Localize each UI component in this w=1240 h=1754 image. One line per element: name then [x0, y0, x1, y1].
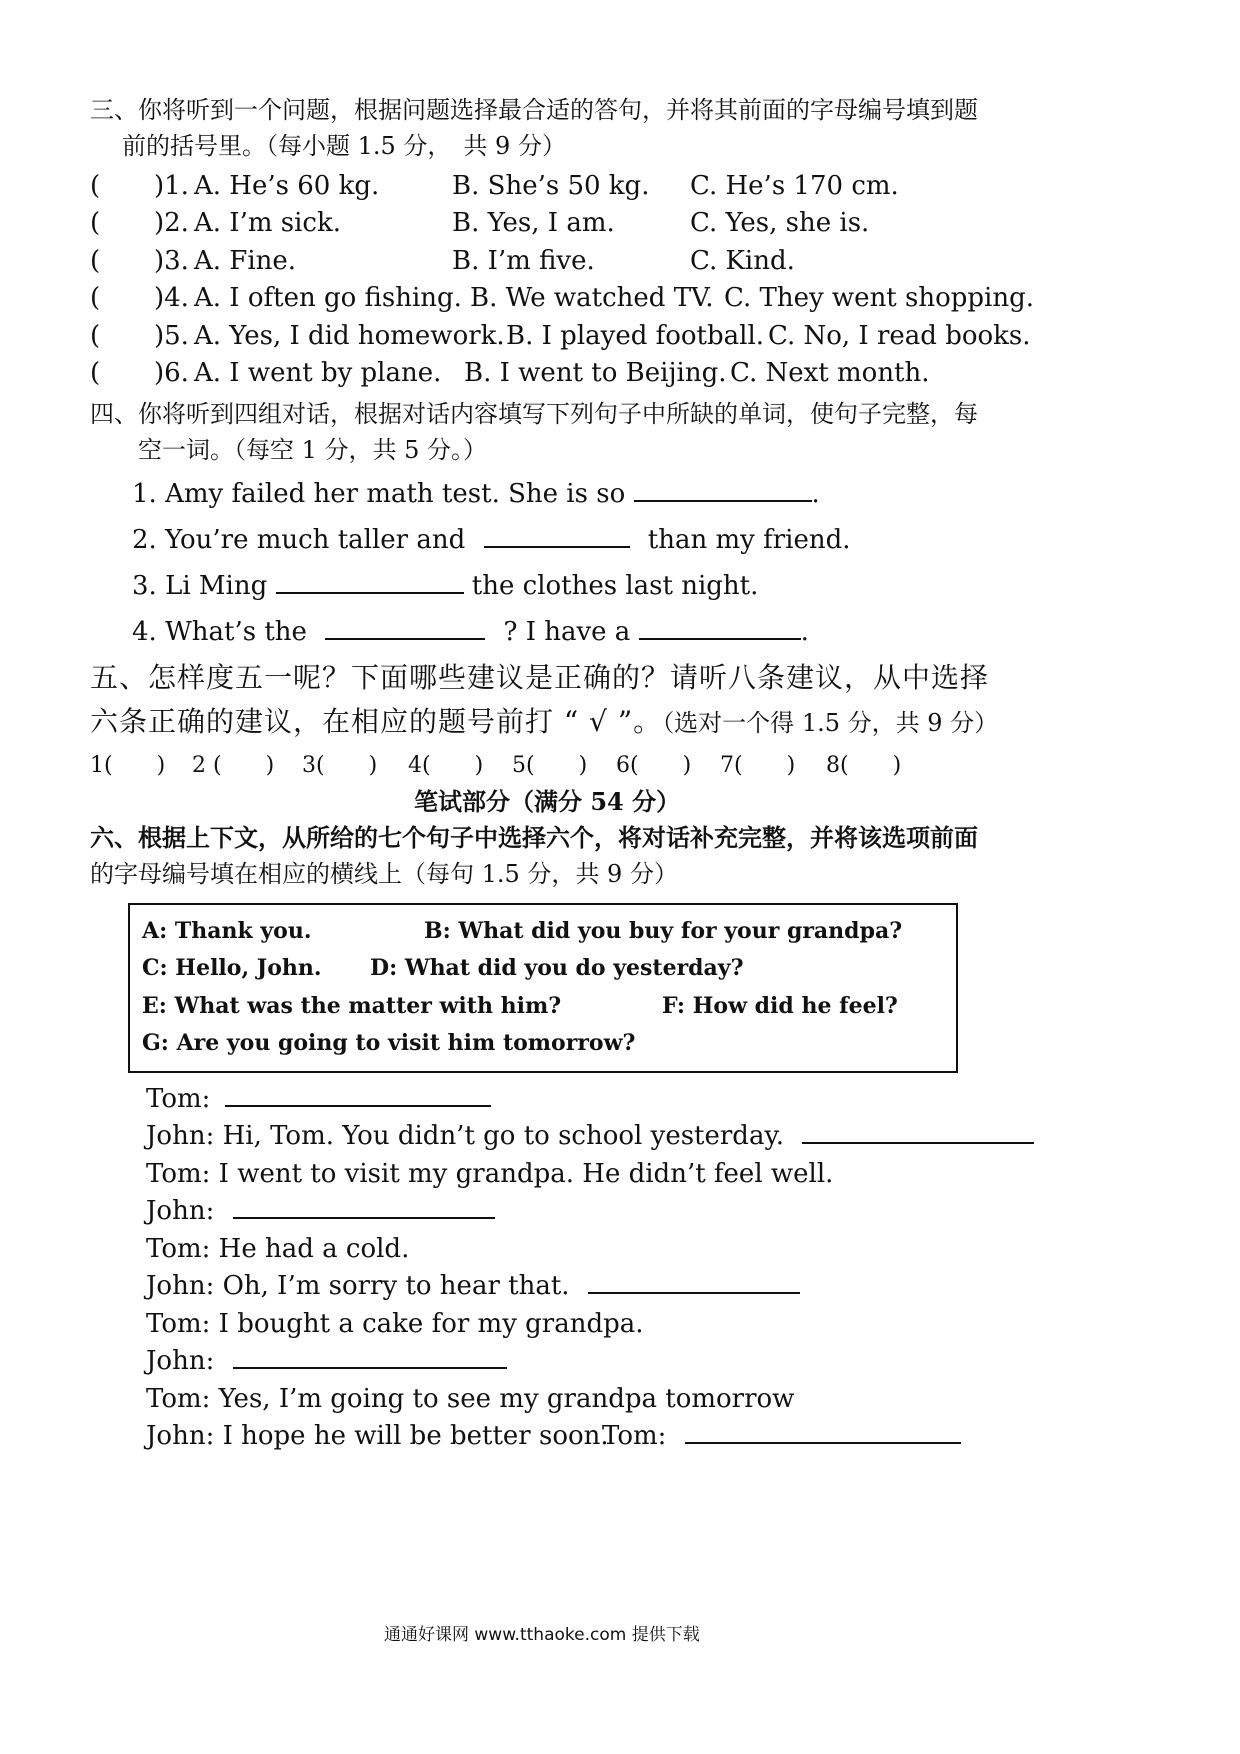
sentence-text: than my friend.: [647, 525, 851, 555]
section3-heading-line2: 前的括号里。（每小题 1.5 分， 共 9 分）: [122, 132, 566, 160]
fill-sentence-1: [132, 478, 820, 510]
dialogue-blank[interactable]: [685, 1420, 961, 1444]
dialogue-blank[interactable]: [225, 1083, 491, 1107]
option-c: C. Next month.: [730, 358, 930, 388]
dialogue-line: [146, 1308, 644, 1340]
fill-blank[interactable]: [325, 616, 485, 640]
answer-bracket[interactable]: (: [90, 283, 101, 313]
option-c: C. They went shopping.: [724, 283, 1035, 313]
section4-heading-line2: 空一词。（每空 1 分，共 5 分。）: [138, 436, 488, 464]
answer-bracket[interactable]: (: [90, 208, 101, 238]
dialogue-line: [146, 1233, 409, 1265]
section6-heading-line1: [90, 822, 978, 854]
fill-blank[interactable]: [484, 524, 630, 548]
fill-blank[interactable]: [276, 570, 464, 594]
option-b: B. She’s 50 kg.: [452, 171, 650, 201]
option-a: A. I went by plane.: [194, 358, 442, 388]
section6-heading-text: 六、根据上下文，从所给的七个句子中选择六个，将对话补充完整，并将该选项前面: [90, 823, 978, 852]
question-number: )5.: [154, 321, 189, 351]
question-number: )1.: [154, 171, 189, 201]
option-b: B. I’m five.: [452, 246, 595, 276]
option-g: G: Are you going to visit him tomorrow?: [142, 1030, 636, 1056]
answer-box-1[interactable]: 1( ): [90, 753, 166, 778]
dialogue-blank[interactable]: [233, 1345, 507, 1369]
option-a: A. I often go fishing.: [194, 283, 462, 313]
option-a: A. Fine.: [194, 246, 297, 276]
option-c: C: Hello, John.: [142, 955, 322, 981]
sentence-text: 1. Amy failed her math test. She is so: [132, 479, 626, 509]
answer-bracket[interactable]: (: [90, 246, 101, 276]
dialogue-text: John:: [146, 1346, 215, 1376]
fill-sentence-4: [132, 616, 809, 648]
option-b: B. We watched TV.: [470, 283, 714, 313]
dialogue-line: [146, 1120, 1034, 1152]
dialogue-text: Tom: He had a cold.: [146, 1234, 410, 1264]
sentence-text: 2. You’re much taller and: [132, 525, 466, 555]
section5-score-note: （选对一个得 1.5 分，共 9 分）: [662, 709, 999, 737]
sentence-text: ? I have a: [503, 617, 631, 647]
fill-sentence-3: [132, 570, 758, 602]
dialogue-blank[interactable]: [802, 1120, 1034, 1144]
option-b: B. Yes, I am.: [452, 208, 615, 238]
dialogue-text: Tom:: [602, 1421, 667, 1451]
option-c: C. No, I read books.: [768, 321, 1031, 351]
question-number: )6.: [154, 358, 189, 388]
option-b: B. I played football.: [506, 321, 765, 351]
answer-bracket[interactable]: (: [90, 171, 101, 201]
sentence-text: 3. Li Ming: [132, 571, 268, 601]
fill-blank[interactable]: [634, 478, 812, 502]
question-number: )2.: [154, 208, 189, 238]
option-a: A: Thank you.: [142, 918, 312, 944]
section6-heading-line2: 的字母编号填在相应的横线上（每句 1.5 分，共 9 分）: [90, 860, 678, 888]
option-f: F: How did he feel?: [662, 993, 898, 1019]
option-c: C. Yes, she is.: [690, 208, 870, 238]
section4-heading-line1: 四、你将听到四组对话，根据对话内容填写下列句子中所缺的单词，使句子完整，每: [90, 400, 978, 428]
dialogue-line: [146, 1420, 609, 1452]
section5-instruction: 六条正确的建议，在相应的题号前打 “ √ ”。: [90, 705, 663, 738]
dialogue-text: John: Hi, Tom. You didn’t go to school yesterday.: [146, 1121, 784, 1151]
dialogue-line: [602, 1420, 961, 1452]
option-a: A. Yes, I did homework.: [194, 321, 505, 351]
option-b: B: What did you buy for your grandpa?: [424, 918, 903, 944]
dialogue-blank[interactable]: [588, 1270, 800, 1294]
dialogue-line: [146, 1270, 800, 1302]
section5-heading-line2: [90, 706, 998, 739]
answer-box-6[interactable]: 6( ): [616, 753, 692, 778]
option-a: A. He’s 60 kg.: [194, 171, 380, 201]
dialogue-line: [146, 1158, 833, 1190]
dialogue-text: Tom: I went to visit my grandpa. He didn’t feel well.: [146, 1159, 834, 1189]
answer-bracket[interactable]: (: [90, 358, 101, 388]
written-section-title: 笔试部分（满分 54 分）: [414, 787, 681, 816]
sentence-text: .: [811, 479, 820, 509]
section5-heading-line1: 五、怎样度五一呢？下面哪些建议是正确的？请听八条建议，从中选择: [90, 661, 990, 694]
dialogue-text: John: I hope he will be better soon.: [146, 1421, 609, 1451]
footer-source: 通通好课网 www.tthaoke.com 提供下载: [384, 1625, 700, 1645]
section3-heading-line1: 三、你将听到一个问题，根据问题选择最合适的答句，并将其前面的字母编号填到题: [90, 96, 978, 124]
dialogue-line: [146, 1083, 491, 1115]
answer-box-2[interactable]: 2 ( ): [192, 753, 275, 778]
sentence-text: .: [800, 617, 809, 647]
dialogue-text: Tom:: [146, 1084, 211, 1114]
dialogue-line: [146, 1383, 794, 1415]
options-box: [128, 903, 958, 1073]
answer-box-8[interactable]: 8( ): [826, 753, 902, 778]
option-d: D: What did you do yesterday?: [370, 955, 744, 981]
answer-box-3[interactable]: 3( ): [302, 753, 378, 778]
dialogue-line: [146, 1345, 507, 1377]
fill-sentence-2: [132, 524, 851, 556]
option-e: E: What was the matter with him?: [142, 993, 562, 1019]
option-c: C. He’s 170 cm.: [690, 171, 899, 201]
answer-box-4[interactable]: 4( ): [408, 753, 484, 778]
dialogue-blank[interactable]: [233, 1195, 495, 1219]
dialogue-text: John: Oh, I’m sorry to hear that.: [146, 1271, 570, 1301]
dialogue-text: John:: [146, 1196, 215, 1226]
fill-blank[interactable]: [639, 616, 801, 640]
dialogue-line: [146, 1195, 495, 1227]
sentence-text: the clothes last night.: [471, 571, 759, 601]
question-number: )3.: [154, 246, 189, 276]
answer-bracket[interactable]: (: [90, 321, 101, 351]
sentence-text: 4. What’s the: [132, 617, 307, 647]
option-b: B. I went to Beijing.: [464, 358, 727, 388]
option-a: A. I’m sick.: [194, 208, 341, 238]
dialogue-text: Tom: I bought a cake for my grandpa.: [146, 1309, 644, 1339]
answer-box-7[interactable]: 7( ): [720, 753, 796, 778]
answer-box-5[interactable]: 5( ): [512, 753, 588, 778]
dialogue-text: Tom: Yes, I’m going to see my grandpa tomorrow: [146, 1384, 795, 1414]
option-c: C. Kind.: [690, 246, 795, 276]
question-number: )4.: [154, 283, 189, 313]
